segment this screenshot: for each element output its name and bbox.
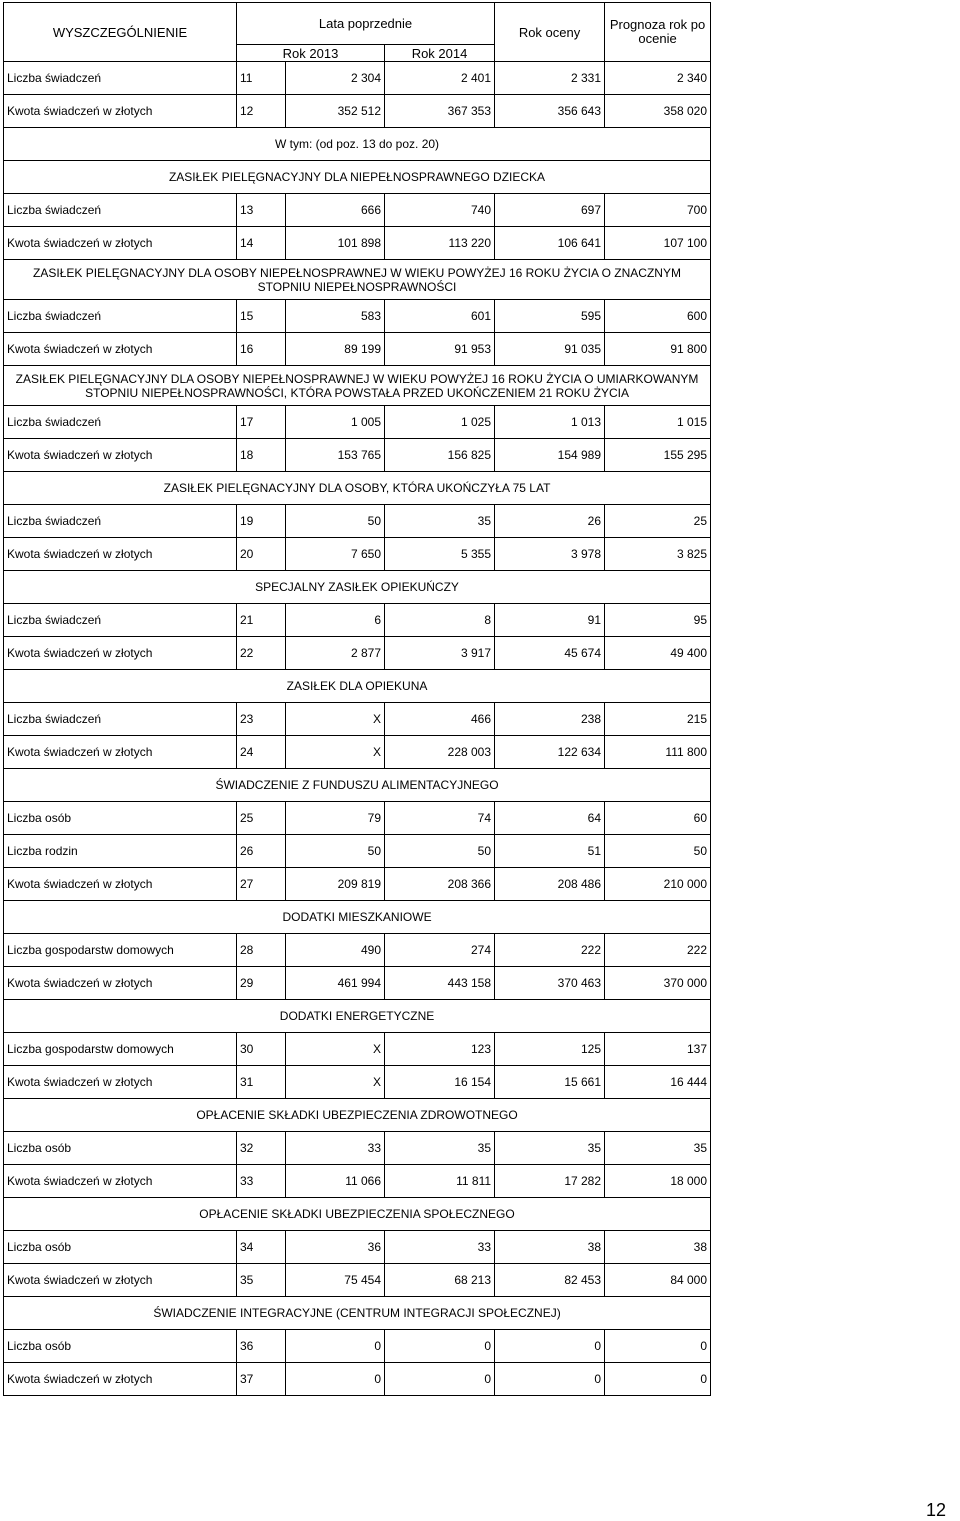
section-row bbox=[4, 472, 711, 505]
value-eval-year: 208 486 bbox=[495, 868, 605, 901]
table-row bbox=[4, 637, 711, 670]
section-title: ŚWIADCZENIE Z FUNDUSZU ALIMENTACYJNEGO bbox=[4, 769, 711, 802]
table-row bbox=[4, 333, 711, 366]
value-forecast: 155 295 bbox=[605, 439, 711, 472]
row-position: 24 bbox=[237, 736, 286, 769]
section-title: ZASIŁEK PIELĘGNACYJNY DLA OSOBY NIEPEŁNOSPRAWNEJ W WIEKU POWYŻEJ 16 ROKU ŻYCIA O UMIARKOWANYM STOPNIU NIEPEŁNOSPRAWNOŚCI, KTÓRA POWSTAŁA PRZED UKOŃCZENIEM 21 ROKU ŻYCIA bbox=[4, 366, 711, 406]
value-eval-year: 35 bbox=[495, 1132, 605, 1165]
row-label: Kwota świadczeń w złotych bbox=[4, 736, 237, 769]
value-2014: 466 bbox=[385, 703, 495, 736]
value-eval-year: 64 bbox=[495, 802, 605, 835]
value-forecast: 0 bbox=[605, 1363, 711, 1396]
value-2014: 50 bbox=[385, 835, 495, 868]
row-position: 35 bbox=[237, 1264, 286, 1297]
value-eval-year: 222 bbox=[495, 934, 605, 967]
value-forecast: 3 825 bbox=[605, 538, 711, 571]
table-row bbox=[4, 934, 711, 967]
value-forecast: 1 015 bbox=[605, 406, 711, 439]
section-row bbox=[4, 1000, 711, 1033]
value-eval-year: 238 bbox=[495, 703, 605, 736]
row-position: 25 bbox=[237, 802, 286, 835]
section-row bbox=[4, 366, 711, 406]
section-row bbox=[4, 670, 711, 703]
value-eval-year: 82 453 bbox=[495, 1264, 605, 1297]
value-2014: 228 003 bbox=[385, 736, 495, 769]
section-row bbox=[4, 161, 711, 194]
section-title: ZASIŁEK PIELĘGNACYJNY DLA NIEPEŁNOSPRAWNEGO DZIECKA bbox=[4, 161, 711, 194]
row-position: 37 bbox=[237, 1363, 286, 1396]
section-row bbox=[4, 1198, 711, 1231]
row-position: 11 bbox=[237, 62, 286, 95]
table-header bbox=[4, 3, 711, 62]
section-title: OPŁACENIE SKŁADKI UBEZPIECZENIA ZDROWOTNEGO bbox=[4, 1099, 711, 1132]
value-forecast: 60 bbox=[605, 802, 711, 835]
value-eval-year: 51 bbox=[495, 835, 605, 868]
row-position: 14 bbox=[237, 227, 286, 260]
value-eval-year: 356 643 bbox=[495, 95, 605, 128]
row-label: Liczba świadczeń bbox=[4, 604, 237, 637]
value-2014: 740 bbox=[385, 194, 495, 227]
row-position: 29 bbox=[237, 967, 286, 1000]
value-2013: 209 819 bbox=[286, 868, 385, 901]
row-position: 12 bbox=[237, 95, 286, 128]
value-2013: X bbox=[286, 1033, 385, 1066]
value-forecast: 35 bbox=[605, 1132, 711, 1165]
table-row bbox=[4, 1231, 711, 1264]
section-title: DODATKI MIESZKANIOWE bbox=[4, 901, 711, 934]
row-label: Liczba osób bbox=[4, 1231, 237, 1264]
value-2013: 1 005 bbox=[286, 406, 385, 439]
row-label: Kwota świadczeń w złotych bbox=[4, 1066, 237, 1099]
value-2013: 101 898 bbox=[286, 227, 385, 260]
table-row bbox=[4, 802, 711, 835]
table-row bbox=[4, 1066, 711, 1099]
value-eval-year: 3 978 bbox=[495, 538, 605, 571]
table-row bbox=[4, 1165, 711, 1198]
section-row bbox=[4, 1099, 711, 1132]
value-forecast: 107 100 bbox=[605, 227, 711, 260]
row-label: Kwota świadczeń w złotych bbox=[4, 538, 237, 571]
value-eval-year: 15 661 bbox=[495, 1066, 605, 1099]
table-row bbox=[4, 538, 711, 571]
value-forecast: 2 340 bbox=[605, 62, 711, 95]
value-2014: 113 220 bbox=[385, 227, 495, 260]
value-2014: 274 bbox=[385, 934, 495, 967]
section-title: ŚWIADCZENIE INTEGRACYJNE (CENTRUM INTEGRACJI SPOŁECZNEJ) bbox=[4, 1297, 711, 1330]
value-2014: 16 154 bbox=[385, 1066, 495, 1099]
value-forecast: 222 bbox=[605, 934, 711, 967]
value-2013: 153 765 bbox=[286, 439, 385, 472]
row-label: Kwota świadczeń w złotych bbox=[4, 1363, 237, 1396]
value-eval-year: 697 bbox=[495, 194, 605, 227]
row-label: Kwota świadczeń w złotych bbox=[4, 1165, 237, 1198]
row-position: 27 bbox=[237, 868, 286, 901]
value-2013: 0 bbox=[286, 1330, 385, 1363]
value-forecast: 0 bbox=[605, 1330, 711, 1363]
value-2014: 3 917 bbox=[385, 637, 495, 670]
header-evaluation-year: Rok oceny bbox=[495, 3, 605, 62]
value-2013: 33 bbox=[286, 1132, 385, 1165]
value-2013: 36 bbox=[286, 1231, 385, 1264]
row-position: 17 bbox=[237, 406, 286, 439]
value-forecast: 210 000 bbox=[605, 868, 711, 901]
value-eval-year: 0 bbox=[495, 1363, 605, 1396]
table-row bbox=[4, 868, 711, 901]
table-row bbox=[4, 1264, 711, 1297]
row-label: Kwota świadczeń w złotych bbox=[4, 227, 237, 260]
table-row bbox=[4, 1363, 711, 1396]
value-forecast: 95 bbox=[605, 604, 711, 637]
table-row bbox=[4, 62, 711, 95]
value-2013: 75 454 bbox=[286, 1264, 385, 1297]
row-label: Liczba świadczeń bbox=[4, 300, 237, 333]
row-label: Liczba osób bbox=[4, 1132, 237, 1165]
value-2013: 89 199 bbox=[286, 333, 385, 366]
value-forecast: 111 800 bbox=[605, 736, 711, 769]
value-2013: X bbox=[286, 703, 385, 736]
row-position: 18 bbox=[237, 439, 286, 472]
table-row bbox=[4, 1330, 711, 1363]
section-row bbox=[4, 128, 711, 161]
row-position: 30 bbox=[237, 1033, 286, 1066]
row-position: 36 bbox=[237, 1330, 286, 1363]
statistics-table bbox=[3, 2, 711, 1396]
section-title: ZASIŁEK PIELĘGNACYJNY DLA OSOBY NIEPEŁNOSPRAWNEJ W WIEKU POWYŻEJ 16 ROKU ŻYCIA O ZNACZNYM STOPNIU NIEPEŁNOSPRAWNOŚCI bbox=[4, 260, 711, 300]
row-label: Liczba świadczeń bbox=[4, 505, 237, 538]
row-position: 20 bbox=[237, 538, 286, 571]
value-forecast: 38 bbox=[605, 1231, 711, 1264]
section-title: SPECJALNY ZASIŁEK OPIEKUŃCZY bbox=[4, 571, 711, 604]
row-label: Liczba osób bbox=[4, 802, 237, 835]
row-position: 34 bbox=[237, 1231, 286, 1264]
value-2013: 79 bbox=[286, 802, 385, 835]
section-row bbox=[4, 1297, 711, 1330]
section-title: ZASIŁEK PIELĘGNACYJNY DLA OSOBY, KTÓRA UKOŃCZYŁA 75 LAT bbox=[4, 472, 711, 505]
section-title: W tym: (od poz. 13 do poz. 20) bbox=[4, 128, 711, 161]
row-label: Kwota świadczeń w złotych bbox=[4, 95, 237, 128]
row-position: 26 bbox=[237, 835, 286, 868]
row-position: 15 bbox=[237, 300, 286, 333]
value-forecast: 84 000 bbox=[605, 1264, 711, 1297]
table-row bbox=[4, 227, 711, 260]
value-2013: 2 877 bbox=[286, 637, 385, 670]
table-row bbox=[4, 505, 711, 538]
header-year-2013: Rok 2013 bbox=[237, 45, 385, 62]
value-eval-year: 2 331 bbox=[495, 62, 605, 95]
row-label: Kwota świadczeń w złotych bbox=[4, 637, 237, 670]
header-previous-years: Lata poprzednie bbox=[237, 3, 495, 45]
value-2013: 50 bbox=[286, 505, 385, 538]
section-title: OPŁACENIE SKŁADKI UBEZPIECZENIA SPOŁECZNEGO bbox=[4, 1198, 711, 1231]
row-label: Kwota świadczeń w złotych bbox=[4, 333, 237, 366]
value-2013: 50 bbox=[286, 835, 385, 868]
value-2014: 68 213 bbox=[385, 1264, 495, 1297]
value-eval-year: 91 bbox=[495, 604, 605, 637]
value-forecast: 215 bbox=[605, 703, 711, 736]
value-2013: 461 994 bbox=[286, 967, 385, 1000]
value-2014: 5 355 bbox=[385, 538, 495, 571]
row-label: Kwota świadczeń w złotych bbox=[4, 868, 237, 901]
value-eval-year: 17 282 bbox=[495, 1165, 605, 1198]
row-position: 13 bbox=[237, 194, 286, 227]
row-label: Liczba gospodarstw domowych bbox=[4, 934, 237, 967]
value-2013: 352 512 bbox=[286, 95, 385, 128]
value-eval-year: 370 463 bbox=[495, 967, 605, 1000]
row-label: Liczba świadczeń bbox=[4, 703, 237, 736]
row-position: 31 bbox=[237, 1066, 286, 1099]
row-label: Liczba osób bbox=[4, 1330, 237, 1363]
header-description: WYSZCZEGÓLNIENIE bbox=[4, 3, 237, 62]
value-forecast: 25 bbox=[605, 505, 711, 538]
value-2014: 1 025 bbox=[385, 406, 495, 439]
header-year-2014: Rok 2014 bbox=[385, 45, 495, 62]
value-forecast: 91 800 bbox=[605, 333, 711, 366]
value-2014: 0 bbox=[385, 1363, 495, 1396]
value-2013: 2 304 bbox=[286, 62, 385, 95]
row-label: Liczba świadczeń bbox=[4, 406, 237, 439]
row-position: 33 bbox=[237, 1165, 286, 1198]
value-2014: 208 366 bbox=[385, 868, 495, 901]
value-eval-year: 45 674 bbox=[495, 637, 605, 670]
value-eval-year: 122 634 bbox=[495, 736, 605, 769]
value-eval-year: 106 641 bbox=[495, 227, 605, 260]
table-row bbox=[4, 1033, 711, 1066]
table-row bbox=[4, 406, 711, 439]
value-2014: 8 bbox=[385, 604, 495, 637]
page-number: 12 bbox=[925, 1500, 946, 1520]
value-forecast: 600 bbox=[605, 300, 711, 333]
value-2014: 123 bbox=[385, 1033, 495, 1066]
row-position: 19 bbox=[237, 505, 286, 538]
value-2014: 74 bbox=[385, 802, 495, 835]
section-row bbox=[4, 571, 711, 604]
value-2013: 490 bbox=[286, 934, 385, 967]
value-eval-year: 125 bbox=[495, 1033, 605, 1066]
table-row bbox=[4, 835, 711, 868]
value-2013: 666 bbox=[286, 194, 385, 227]
row-label: Liczba rodzin bbox=[4, 835, 237, 868]
section-title: DODATKI ENERGETYCZNE bbox=[4, 1000, 711, 1033]
value-2014: 601 bbox=[385, 300, 495, 333]
value-eval-year: 26 bbox=[495, 505, 605, 538]
value-eval-year: 38 bbox=[495, 1231, 605, 1264]
table-row bbox=[4, 1132, 711, 1165]
row-position: 21 bbox=[237, 604, 286, 637]
value-2013: 7 650 bbox=[286, 538, 385, 571]
table-row bbox=[4, 300, 711, 333]
table-body bbox=[4, 62, 711, 1396]
section-row bbox=[4, 260, 711, 300]
value-eval-year: 154 989 bbox=[495, 439, 605, 472]
row-position: 22 bbox=[237, 637, 286, 670]
value-forecast: 370 000 bbox=[605, 967, 711, 1000]
row-position: 23 bbox=[237, 703, 286, 736]
row-label: Liczba gospodarstw domowych bbox=[4, 1033, 237, 1066]
value-2014: 2 401 bbox=[385, 62, 495, 95]
value-2013: X bbox=[286, 1066, 385, 1099]
row-position: 16 bbox=[237, 333, 286, 366]
value-forecast: 358 020 bbox=[605, 95, 711, 128]
section-title: ZASIŁEK DLA OPIEKUNA bbox=[4, 670, 711, 703]
value-forecast: 49 400 bbox=[605, 637, 711, 670]
value-forecast: 16 444 bbox=[605, 1066, 711, 1099]
value-2013: 6 bbox=[286, 604, 385, 637]
value-2014: 35 bbox=[385, 505, 495, 538]
table-row bbox=[4, 967, 711, 1000]
header-forecast: Prognoza rok po ocenie bbox=[605, 3, 711, 62]
table-row bbox=[4, 439, 711, 472]
value-eval-year: 91 035 bbox=[495, 333, 605, 366]
value-2013: X bbox=[286, 736, 385, 769]
value-2014: 11 811 bbox=[385, 1165, 495, 1198]
table-row bbox=[4, 95, 711, 128]
table-row bbox=[4, 736, 711, 769]
table-row bbox=[4, 194, 711, 227]
row-position: 32 bbox=[237, 1132, 286, 1165]
row-label: Kwota świadczeń w złotych bbox=[4, 1264, 237, 1297]
value-forecast: 137 bbox=[605, 1033, 711, 1066]
value-2013: 11 066 bbox=[286, 1165, 385, 1198]
value-2014: 443 158 bbox=[385, 967, 495, 1000]
value-2014: 367 353 bbox=[385, 95, 495, 128]
value-eval-year: 595 bbox=[495, 300, 605, 333]
row-label: Liczba świadczeń bbox=[4, 62, 237, 95]
value-2014: 0 bbox=[385, 1330, 495, 1363]
value-forecast: 700 bbox=[605, 194, 711, 227]
section-row bbox=[4, 901, 711, 934]
table-row bbox=[4, 604, 711, 637]
row-position: 28 bbox=[237, 934, 286, 967]
table-row bbox=[4, 703, 711, 736]
section-row bbox=[4, 769, 711, 802]
value-2014: 33 bbox=[385, 1231, 495, 1264]
row-label: Liczba świadczeń bbox=[4, 194, 237, 227]
value-2014: 156 825 bbox=[385, 439, 495, 472]
value-eval-year: 1 013 bbox=[495, 406, 605, 439]
value-eval-year: 0 bbox=[495, 1330, 605, 1363]
row-label: Kwota świadczeń w złotych bbox=[4, 439, 237, 472]
value-forecast: 18 000 bbox=[605, 1165, 711, 1198]
value-forecast: 50 bbox=[605, 835, 711, 868]
value-2014: 91 953 bbox=[385, 333, 495, 366]
value-2013: 0 bbox=[286, 1363, 385, 1396]
value-2013: 583 bbox=[286, 300, 385, 333]
value-2014: 35 bbox=[385, 1132, 495, 1165]
row-label: Kwota świadczeń w złotych bbox=[4, 967, 237, 1000]
